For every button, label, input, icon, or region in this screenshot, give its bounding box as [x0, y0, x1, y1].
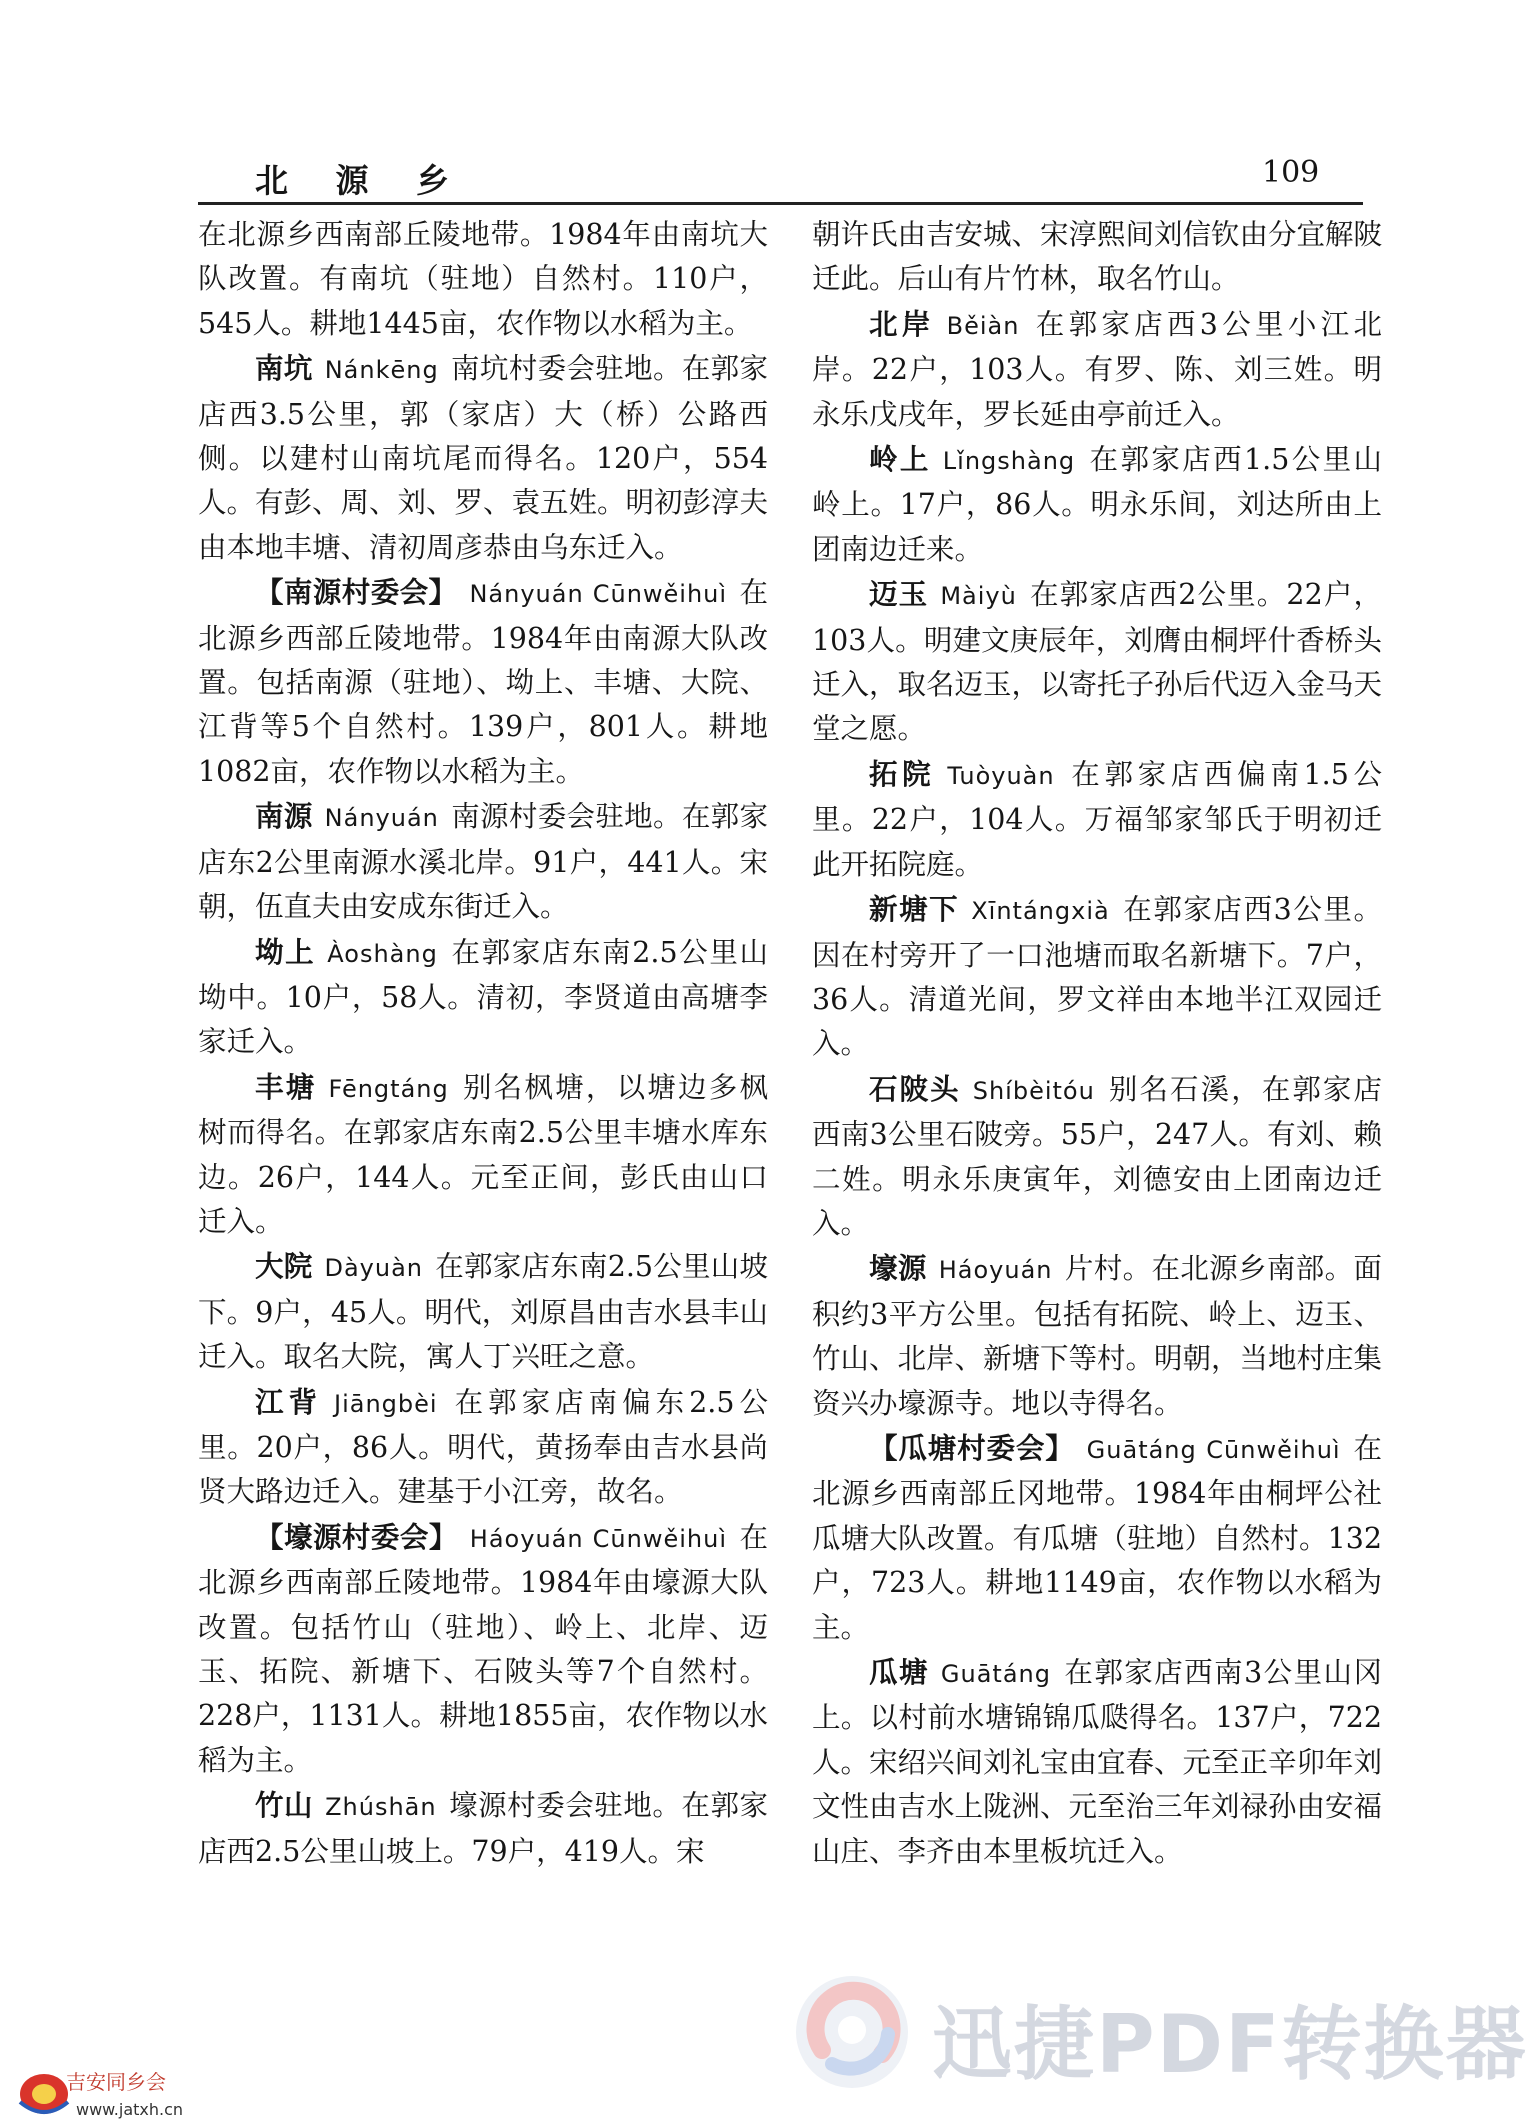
pinyin: Shíbèitóu [972, 1076, 1095, 1105]
entry-text: 南源村委会驻地。在郭家店东2公里南源水溪北岸。91户，441人。宋朝，伍直夫由安成东街迁入。 [198, 800, 768, 924]
jatxh-logo-icon [14, 2062, 74, 2122]
place-entry [812, 1246, 1382, 1426]
place-name: 坳上 [255, 934, 316, 969]
place-name: 南坑 [255, 351, 313, 386]
entry-text: 在郭家店南偏东2.5公里。20户，86人。明代，黄扬奉由吉水县尚贤大路边迁入。建基于小江旁，故名。 [198, 1385, 768, 1509]
entry-text: 在郭家店西南3公里山冈上。以村前水塘锦锦瓜瓞得名。137户，722人。宋绍兴间刘礼宝由宜春、元至正辛卯年刘文性由吉水上陇洲、元至治三年刘禄孙由安福山庄、李齐由本里板坑迁入。 [812, 1656, 1383, 1868]
place-name: 大院 [255, 1249, 313, 1284]
entry-text: 朝许氏由吉安城、宋淳熙间刘信钦由分宜解陂迁此。后山有片竹林，取名竹山。 [812, 218, 1383, 296]
place-entry [198, 1783, 768, 1874]
pinyin: Nányuán [324, 804, 439, 833]
entry-text: 在郭家店西3公里。因在村旁开了一口池塘而取名新塘下。7户，36人。清道光间，罗文祥由本地半江双园迁入。 [812, 893, 1382, 1061]
entry-text: 壕源村委会驻地。在郭家店西2.5公里山坡上。79户，419人。宋 [198, 1789, 768, 1868]
place-entry [198, 1244, 768, 1379]
entry-text: 在郭家店西偏南1.5公里。22户，104人。万福邹家邹氏于明初迁此开拓院庭。 [812, 757, 1382, 881]
place-name: 壕源 [869, 1251, 927, 1286]
right-column [812, 213, 1382, 1874]
pinyin: Dàyuàn [324, 1254, 424, 1283]
pinyin: Tuòyuàn [947, 761, 1055, 790]
place-entry [812, 1067, 1382, 1247]
pdf-converter-logo-icon [792, 1972, 912, 2092]
page-number: 109 [1262, 155, 1320, 190]
pinyin: Àoshàng [327, 939, 438, 968]
committee-entry [198, 570, 768, 794]
committee-heading: 【瓜塘村委会】 [869, 1430, 1075, 1465]
corner-logo-url: www.jatxh.cn [76, 2100, 184, 2119]
left-column [198, 213, 768, 1874]
place-entry [198, 346, 768, 570]
pinyin: Xīntángxià [971, 897, 1110, 926]
place-name: 岭上 [869, 442, 931, 477]
pinyin: Háoyuán Cūnwěihuì [469, 1524, 727, 1553]
place-name: 南源 [255, 799, 313, 834]
pinyin: Lǐngshàng [942, 447, 1076, 476]
corner-logo-name: 吉安同乡会 [66, 2070, 166, 2094]
entry-text: 在郭家店西3公里小江北岸。22户，103人。有罗、陈、刘三姓。明永乐戊戌年，罗长延由亭前迁入。 [812, 307, 1382, 431]
place-name: 丰塘 [255, 1069, 317, 1104]
entry-text: 别名枫塘，以塘边多枫树而得名。在郭家店东南2.5公里丰塘水库东边。26户，144人。元至正间，彭氏由山口迁入。 [198, 1070, 768, 1238]
place-name: 竹山 [255, 1788, 314, 1823]
entry-text: 在郭家店东南2.5公里山坡下。9户，45人。明代，刘原昌由吉水县丰山迁入。取名大院，寓人丁兴旺之意。 [198, 1250, 768, 1374]
entry-text: 在郭家店西1.5公里山岭上。17户，86人。明永乐间，刘达所由上团南边迁来。 [812, 443, 1382, 566]
place-name: 拓院 [869, 756, 936, 791]
entry-text: 在北源乡西部丘陵地带。1984年由南源大队改置。包括南源（驻地）、坳上、丰塘、大院、江背等5个自然村。139户，801人。耕地1082亩，农作物以水稻为主。 [198, 576, 768, 788]
place-name: 迈玉 [869, 577, 929, 612]
committee-entry [812, 1426, 1382, 1650]
place-entry [198, 930, 768, 1065]
entry-text: 在北源乡西南部丘陵地带。1984年由壕源大队改置。包括竹山（驻地）、岭上、北岸、迈玉、拓院、新塘下、石陂头等7个自然村。228户，1131人。耕地1855亩，农作物以水稻为主。 [198, 1520, 768, 1777]
place-entry [812, 437, 1382, 572]
watermark-text: 迅捷PDF转换器 [932, 1998, 1528, 2091]
pinyin: Guātáng [940, 1660, 1051, 1688]
place-name: 江背 [255, 1384, 323, 1419]
entry-text: 别名石溪，在郭家店西南3公里石陂旁。55户，247人。有刘、赖二姓。明永乐庚寅年，刘德安由上团南边迁入。 [812, 1072, 1382, 1240]
continued-text [812, 213, 1382, 302]
place-name: 新塘下 [869, 892, 960, 927]
entry-text: 在郭家店东南2.5公里山坳中。10户，58人。清初，李贤道由高塘李家迁入。 [198, 935, 768, 1059]
entry-text: 在郭家店西2公里。22户，103人。明建文庚辰年，刘膺由桐坪什香桥头迁入，取名迈玉，以寄托子孙后代迈入金马天堂之愿。 [812, 578, 1383, 746]
place-entry [198, 1065, 768, 1245]
committee-heading: 【壕源村委会】 [255, 1519, 458, 1554]
pinyin: Màiyù [940, 582, 1017, 611]
pinyin: Fēngtáng [328, 1074, 449, 1103]
place-name: 北岸 [869, 306, 935, 341]
committee-entry [198, 1515, 768, 1783]
pinyin: Běiàn [946, 311, 1020, 340]
pinyin: Nányuán Cūnwěihuì [469, 580, 728, 609]
committee-heading: 【南源村委会】 [255, 575, 458, 610]
place-entry [812, 752, 1382, 887]
pinyin: Zhúshān [325, 1793, 437, 1822]
continued-text [198, 213, 768, 346]
pinyin: Háoyuán [938, 1256, 1053, 1285]
place-name: 石陂头 [869, 1071, 961, 1106]
entry-text: 在北源乡西南部丘陵地带。1984年由南坑大队改置。有南坑（驻地）自然村。110户，545人。耕地1445亩，农作物以水稻为主。 [198, 218, 768, 340]
pinyin: Nánkēng [324, 356, 439, 385]
pinyin: Guātáng Cūnwěihuì [1086, 1435, 1341, 1464]
entry-text: 在北源乡西南部丘冈地带。1984年由桐坪公社瓜塘大队改置。有瓜塘（驻地）自然村。132户，723人。耕地1149亩，农作物以水稻为主。 [812, 1431, 1382, 1644]
pinyin: Jiāngbèi [334, 1389, 438, 1418]
place-name: 瓜塘 [869, 1655, 929, 1689]
entry-text: 片村。在北源乡南部。面积约3平方公里。包括有拓院、岭上、迈玉、竹山、北岸、新塘下等村。明朝，当地村庄集资兴办壕源寺。地以寺得名。 [812, 1252, 1383, 1420]
running-header-section: 北 源 乡 [255, 161, 467, 200]
place-entry [198, 794, 768, 929]
place-entry [198, 1380, 768, 1515]
place-entry [812, 572, 1382, 752]
entry-text: 南坑村委会驻地。在郭家店西3.5公里，郭（家店）大（桥）公路西侧。以建村山南坑尾而得名。120户，554人。有彭、周、刘、罗、袁五姓。明初彭淳夫由本地丰塘、清初周彦恭由乌东迁入。 [198, 352, 769, 564]
place-entry [812, 887, 1382, 1067]
place-entry [812, 1650, 1382, 1874]
watermark [792, 1972, 1532, 2112]
place-entry [812, 302, 1382, 437]
header-rule [198, 202, 1363, 205]
